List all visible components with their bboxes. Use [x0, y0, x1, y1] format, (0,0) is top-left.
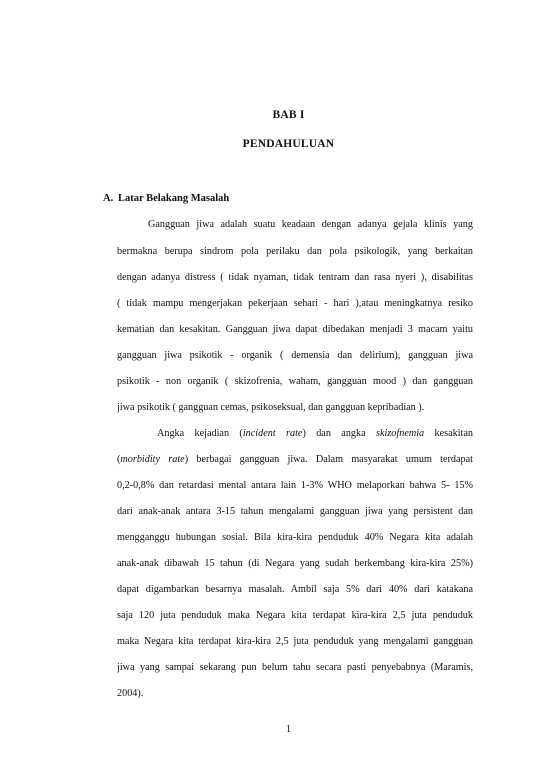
text-run: ) berbagai gangguan jiwa. Dalam masyarakat umum terdapat [184, 454, 473, 465]
paragraph-2-line [117, 454, 473, 466]
chapter-title: PENDAHULUAN [242, 138, 335, 150]
italic-term: skizofnemia [376, 428, 425, 439]
page-number: 1 [285, 724, 292, 735]
paragraph-1-line: ( tidak mampu mengerjakan pekerjaan sehari - hari ),atau meningkatnya resiko [117, 298, 473, 309]
paragraph-2-line: 2004). [117, 688, 144, 699]
paragraph-1-line: psikotik - non organik ( skizofrenia, waham, gangguan mood ) dan gangguan [117, 376, 473, 387]
section-heading [103, 193, 229, 204]
text-run: ( [117, 454, 121, 465]
paragraph-2-line: dari anak-anak antara 3-15 tahun mengalami gangguan jiwa yang persistent dan [117, 506, 473, 517]
paragraph-1-line: jiwa psikotik ( gangguan cemas, psikoseksual, dan gangguan kepribadian ). [117, 402, 425, 413]
paragraph-1-line: gangguan jiwa psikotik - organik ( demensia dan delirium), gangguan jiwa [117, 350, 473, 361]
italic-term: incident rate [242, 428, 303, 439]
paragraph-2-line: saja 120 juta penduduk maka Negara kita terdapat kira-kira 2,5 juta penduduk [117, 610, 473, 621]
paragraph-1-line: Gangguan jiwa adalah suatu keadaan dengan adanya gejala klinis yang [148, 219, 473, 230]
paragraph-2-line: anak-anak dibawah 15 tahun (di Negara yang sudah berkembang kira-kira 25%) [117, 558, 473, 569]
paragraph-2-line: jiwa yang sampai sekarang pun belum tahu secara pasti penyebabnya (Maramis, [117, 662, 473, 673]
chapter-label: BAB I [272, 109, 305, 121]
text-run: ) dan angka [302, 428, 377, 439]
paragraph-2-line [157, 428, 473, 440]
italic-term: morbidity rate [120, 454, 185, 465]
paragraph-2-line: 0,2-0,8% dan retardasi mental antara lain 1-3% WHO melaporkan bahwa 5- 15% [117, 480, 473, 491]
section-number: A. [103, 193, 114, 204]
text-run: kesakitan [424, 428, 473, 439]
paragraph-2-line: maka Negara kita terdapat kira-kira 2,5 juta penduduk yang mengalami gangguan [117, 636, 473, 647]
text-run: Angka kejadian ( [157, 428, 243, 439]
paragraph-2-line: mengganggu hubungan sosial. Bila kira-kira penduduk 40% Negara kita adalah [117, 532, 473, 543]
paragraph-1-line: bermakna berupa sindrom pola perilaku dan pola psikologik, yang berkaitan [117, 246, 473, 257]
paragraph-1-line: dengan adanya distress ( tidak nyaman, tidak tentram dan rasa nyeri ), disabilitas [117, 272, 473, 283]
section-title: Latar Belakang Masalah [118, 193, 230, 204]
paragraph-1-line: kematian dan kesakitan. Gangguan jiwa dapat dibedakan menjadi 3 macam yaitu [117, 324, 473, 335]
paragraph-2-line: dapat digambarkan besarnya masalah. Ambil saja 5% dari 40% dari katakana [117, 584, 473, 595]
